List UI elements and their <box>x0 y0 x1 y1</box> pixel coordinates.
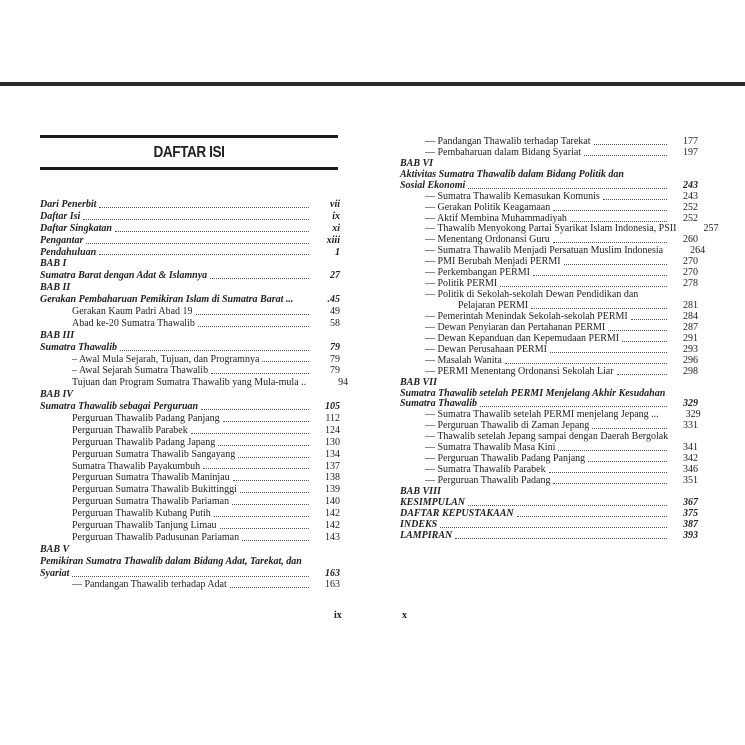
toc-entry-title: BAB V <box>40 543 70 555</box>
toc-entry-title: Perguruan Thawalib Tanjung Limau <box>72 520 217 532</box>
toc-entry <box>40 330 340 342</box>
dot-leader <box>220 528 309 529</box>
toc-entry-title: BAB VII <box>400 376 437 388</box>
toc-entry <box>400 192 698 203</box>
toc-entry-page: 291 <box>683 332 698 344</box>
toc-entry <box>40 211 340 223</box>
toc-entry-page: 105 <box>325 401 340 413</box>
dot-leader <box>608 330 667 331</box>
dot-leader <box>631 319 667 320</box>
dot-leader <box>622 341 667 342</box>
dot-leader <box>230 587 309 588</box>
toc-entry-title: Perguruan Sumatra Thawalib Sangayang <box>72 448 236 460</box>
dot-leader <box>198 326 309 327</box>
toc-entry-title: — Pandangan Thawalib terhadap Adat <box>72 579 227 591</box>
toc-entry-title: Aktivitas Sumatra Thawalib dalam Bidang Politik dan <box>400 168 624 180</box>
page-number-right: x <box>402 610 407 621</box>
toc-entry-title: — Dewan Penyiaran dan Pertahanan PERMI <box>425 321 606 333</box>
toc-entry-page: 252 <box>683 201 698 213</box>
toc-entry-page: 94 <box>338 377 349 389</box>
toc-entry-page: xiii <box>326 234 340 246</box>
dot-leader <box>553 210 667 211</box>
toc-entry <box>40 401 340 413</box>
toc-entry-title: — Menentang Ordonansi Guru <box>425 234 550 246</box>
toc-entry <box>400 378 698 389</box>
toc-entry-page: 79 <box>330 353 340 365</box>
toc-entry-title: Sumatra Thawalib <box>40 341 117 353</box>
toc-entry-page: 351 <box>683 475 698 487</box>
toc-entry-page: 281 <box>683 300 698 312</box>
dot-leader <box>505 363 667 364</box>
toc-entry-page: 260 <box>683 234 698 246</box>
toc-entry-title: — Pembaharuan dalam Bidang Syariat <box>425 146 582 158</box>
toc-entry-page: 134 <box>325 448 340 460</box>
toc-entry-page: 124 <box>325 424 340 436</box>
toc-entry-title: — Sumatra Thawalib Kemasukan Komunis <box>425 190 600 202</box>
toc-entry <box>40 544 340 556</box>
dot-leader <box>553 242 667 243</box>
toc-entry-page: 163 <box>325 567 340 579</box>
dot-leader <box>564 264 667 265</box>
toc-entry-page: 142 <box>325 508 340 520</box>
dot-leader <box>480 406 667 407</box>
toc-entry <box>400 509 698 520</box>
toc-entry-title: — Politik PERMI <box>425 278 498 290</box>
toc-entry-title: — Aktif Membina Muhammadiyah <box>425 212 567 224</box>
toc-entry-title: Sumatra Thawalib Payakumbuh <box>72 460 201 472</box>
toc-entry-page: 142 <box>325 520 340 532</box>
dot-leader <box>72 576 309 577</box>
toc-entry-page: 1 <box>335 246 340 258</box>
toc-entry-title: Gerakan Kaum Padri Abad 19 <box>72 306 193 317</box>
toc-entry-page: 79 <box>330 365 340 377</box>
dot-leader <box>549 472 667 473</box>
toc-entry-page: ix <box>332 210 340 222</box>
toc-entry-page: vii <box>330 198 340 210</box>
toc-entry-title: Perguruan Sumatra Thawalib Bukittinggi <box>72 484 237 496</box>
toc-entry-page: 252 <box>683 212 698 224</box>
toc-entry-title: BAB II <box>40 282 71 294</box>
toc-entry-title: Sumatra Thawalib <box>400 398 477 410</box>
toc-entry-title: Sumatra Thawalib sebagai Perguruan <box>40 401 199 413</box>
dot-leader <box>232 504 309 505</box>
toc-entry-title: – Awal Sejarah Sumatra Thawalib <box>72 365 209 377</box>
toc-entry-title: — Pemerintah Menindak Sekolah-sekolah PERMI <box>425 310 628 322</box>
toc-entry <box>40 306 340 318</box>
toc-entry-title: Perguruan Thawalib Padusunan Pariaman <box>72 531 240 543</box>
page-number-left: ix <box>334 610 342 621</box>
toc-entry-title: Pemikiran Sumatra Thawalib dalam Bidang Adat, Tarekat, dan <box>40 555 302 567</box>
toc-entry-page: 387 <box>683 518 698 530</box>
dot-leader <box>468 188 667 189</box>
toc-entry-page: 270 <box>683 256 698 268</box>
dot-leader <box>455 538 667 539</box>
dot-leader <box>517 516 667 517</box>
toc-entry-page: 298 <box>683 365 698 377</box>
toc-entry-page: 140 <box>325 496 340 508</box>
toc-entry-page: 143 <box>325 531 340 543</box>
toc-entry <box>40 520 340 532</box>
dot-leader <box>558 450 667 451</box>
toc-entry <box>40 258 340 270</box>
toc-entry-page: 342 <box>683 453 698 465</box>
dot-leader <box>240 492 309 493</box>
toc-entry-title: — Thawalib Menyokong Partai Syarikat Islam Indonesia, PSII <box>425 223 677 235</box>
toc-entry-page: 163 <box>325 579 340 591</box>
dot-leader <box>584 155 667 156</box>
toc-entry-page: 293 <box>683 343 698 355</box>
dot-leader <box>210 278 309 279</box>
dot-leader <box>500 286 667 287</box>
toc-entry-title: — Politik di Sekolah-sekolah Dewan Pendidikan dan <box>425 289 639 301</box>
toc-entry-title: – Awal Mula Sejarah, Tujuan, dan Programnya <box>72 353 260 365</box>
toc-entry <box>400 367 698 378</box>
title-rule-bottom <box>40 167 338 170</box>
toc-entry-page: 138 <box>325 472 340 484</box>
dot-leader <box>196 314 309 315</box>
toc-entry-page: 257 <box>703 223 719 235</box>
dot-leader <box>233 480 309 481</box>
dot-leader <box>592 428 667 429</box>
toc-entry <box>40 377 349 389</box>
toc-entry-page: 79 <box>330 341 340 353</box>
toc-entry-title: — Pandangan Thawalib terhadap Tarekat <box>425 135 591 147</box>
dot-leader <box>603 199 667 200</box>
toc-entry-title: Pendahuluan <box>40 246 97 258</box>
toc-entry-page: 243 <box>683 190 698 202</box>
toc-entry-title: Daftar Singkatan <box>40 222 112 234</box>
dot-leader <box>238 457 309 458</box>
toc-entry <box>40 472 340 484</box>
dot-leader <box>223 421 309 422</box>
toc-entry <box>40 223 340 235</box>
dot-leader <box>115 231 309 232</box>
toc-entry-title: — Perguruan Thawalib Padang <box>425 475 551 487</box>
toc-entry <box>40 484 340 496</box>
toc-entry <box>40 342 340 354</box>
toc-entry <box>400 290 698 301</box>
toc-entry-title: Syariat <box>40 567 70 579</box>
dot-leader <box>550 352 667 353</box>
toc-entry-title: INDEKS <box>400 518 438 530</box>
toc-entry <box>40 580 340 592</box>
toc-entry-title: — Sumatra Thawalib setelah PERMI menjelang Jepang ... <box>425 409 659 421</box>
toc-entry-title: — Dewan Perusahaan PERMI <box>425 343 547 355</box>
toc-entry-title: Daftar Isi <box>40 210 81 222</box>
dot-leader <box>211 373 309 374</box>
toc-entry-title: DAFTAR KEPUSTAKAAN <box>400 507 514 519</box>
toc-entry-title: Abad ke-20 Sumatra Thawalib <box>72 317 195 329</box>
dot-leader <box>553 483 667 484</box>
toc-entry-title: — Sumatra Thawalib Menjadi Persatuan Muslim Indonesia <box>425 245 664 257</box>
toc-left-column <box>40 198 349 591</box>
toc-entry <box>40 568 340 580</box>
page-title: DAFTAR ISI <box>153 144 225 161</box>
toc-entry <box>40 461 340 473</box>
toc-entry <box>40 235 340 247</box>
toc-entry-title: BAB I <box>40 258 67 270</box>
toc-entry-title: — PMI Berubah Menjadi PERMI <box>425 256 561 268</box>
toc-entry <box>40 199 340 211</box>
toc-entry-title: — Dewan Kepanduan dan Kepemudaan PERMI <box>425 332 620 344</box>
toc-entry-title: Perguruan Thawalib Padang Japang <box>72 436 216 448</box>
toc-entry <box>400 203 698 214</box>
toc-entry-page: 58 <box>330 317 340 329</box>
toc-entry-title: Gerakan Pembaharuan Pemikiran Islam di Sumatra Barat ... <box>40 294 294 306</box>
toc-entry-page: 375 <box>683 507 698 519</box>
toc-entry-title: Pengantar <box>40 234 84 246</box>
toc-entry <box>40 437 340 449</box>
toc-entry <box>40 365 340 377</box>
toc-entry-page: 27 <box>330 270 340 282</box>
toc-entry <box>40 247 340 259</box>
dot-leader <box>531 308 667 309</box>
toc-entry-page: 278 <box>683 278 698 290</box>
toc-entry-page: 243 <box>683 179 698 191</box>
toc-entry-page: 264 <box>690 245 706 257</box>
toc-entry-title: Sumatra Barat dengan Adat & Islamnya <box>40 270 208 282</box>
toc-entry-page: 139 <box>325 484 340 496</box>
toc-entry-title: — Perguruan Thawalib di Zaman Jepang <box>425 420 590 432</box>
toc-entry-page: 296 <box>683 354 698 366</box>
toc-entry <box>400 148 698 159</box>
toc-entry-page: 329 <box>685 409 701 421</box>
toc-entry <box>40 556 340 568</box>
toc-entry-title: — Masalah Wanita <box>425 354 502 366</box>
toc-entry-title: Sosial Ekonomi <box>400 179 466 191</box>
toc-entry-page: 329 <box>683 398 698 410</box>
toc-entry-page: 331 <box>683 420 698 432</box>
toc-entry-title: — Perkembangan PERMI <box>425 267 530 279</box>
dot-leader <box>242 540 309 541</box>
title-rule-top <box>40 135 338 138</box>
dot-leader <box>468 505 667 506</box>
toc-entry-title: Perguruan Sumatra Thawalib Pariaman <box>72 496 230 508</box>
dot-leader <box>617 374 667 375</box>
dot-leader <box>201 409 309 410</box>
toc-entry-page: 367 <box>683 496 698 508</box>
toc-entry-page: 346 <box>683 464 698 476</box>
toc-entry-title: — Gerakan Politik Keagamaan <box>425 201 551 213</box>
toc-entry <box>40 425 340 437</box>
dot-leader <box>86 243 309 244</box>
toc-entry-page: 284 <box>683 310 698 322</box>
toc-entry-page: xi <box>332 222 340 234</box>
toc-entry-title: Perguruan Sumatra Thawalib Maninjau <box>72 472 230 484</box>
toc-entry-title: Tujuan dan Program Sumatra Thawalib yang Mula-mula .. <box>72 377 307 389</box>
dot-leader <box>191 433 309 434</box>
toc-entry-title: BAB VI <box>400 157 434 169</box>
toc-entry-title: BAB III <box>40 329 75 341</box>
dot-leader <box>218 445 309 446</box>
dot-leader <box>120 350 309 351</box>
scan-top-border <box>0 82 745 86</box>
toc-entry <box>40 282 340 294</box>
dot-leader <box>203 468 309 469</box>
toc-entry <box>400 531 698 542</box>
toc-entry <box>40 270 340 282</box>
toc-entry-title: KESIMPULAN <box>400 496 466 508</box>
toc-entry-page: 137 <box>325 460 340 472</box>
dot-leader <box>594 144 667 145</box>
toc-entry-title: BAB IV <box>40 389 74 401</box>
dot-leader <box>588 461 667 462</box>
toc-entry <box>40 449 340 461</box>
toc-entry-page: 287 <box>683 321 698 333</box>
toc-entry <box>40 354 340 366</box>
toc-entry-page: 49 <box>330 306 340 317</box>
toc-entry <box>40 413 340 425</box>
dot-leader <box>440 527 667 528</box>
toc-entry-page: 270 <box>683 267 698 279</box>
toc-entry-page: 341 <box>683 442 698 454</box>
toc-entry <box>40 508 340 520</box>
toc-entry-page: 112 <box>325 413 340 425</box>
toc-entry <box>40 318 340 330</box>
toc-entry-title: — Sumatra Thawalib Masa Kini <box>425 442 556 454</box>
dot-leader <box>570 221 667 222</box>
dot-leader <box>262 361 309 362</box>
dot-leader <box>83 219 309 220</box>
toc-entry-title: — Perguruan Thawalib Padang Panjang <box>425 453 586 465</box>
dot-leader <box>99 254 309 255</box>
toc-right-column <box>400 135 719 542</box>
toc-entry-page: .45 <box>327 294 340 306</box>
toc-entry-title: Perguruan Thawalib Parabek <box>72 424 188 436</box>
toc-entry-title: Sumatra Thawalib setelah PERMI Menjelang Akhir Kesudahan <box>400 387 666 399</box>
toc-entry-page: 177 <box>683 135 698 147</box>
dot-leader <box>99 207 309 208</box>
toc-entry-page: 197 <box>683 146 698 158</box>
toc-entry <box>40 389 340 401</box>
toc-entry-title: — Thawalib setelah Jepang sampai dengan Daerah Bergolak <box>425 431 669 443</box>
dot-leader <box>214 516 309 517</box>
toc-entry <box>400 476 698 487</box>
toc-entry-title: Perguruan Thawalib Kubang Putih <box>72 508 211 520</box>
toc-entry <box>40 496 340 508</box>
toc-entry-title: Pelajaran PERMI <box>458 300 529 312</box>
toc-entry-title: LAMPIRAN <box>400 529 453 541</box>
toc-entry-title: — PERMI Menentang Ordonansi Sekolah Liar <box>425 365 614 377</box>
toc-entry-title: Perguruan Thawalib Padang Panjang <box>72 413 220 425</box>
toc-entry-page: 130 <box>325 436 340 448</box>
toc-entry <box>40 532 340 544</box>
toc-entry-page: 393 <box>683 529 698 541</box>
toc-entry-title: — Sumatra Thawalib Parabek <box>425 464 546 476</box>
dot-leader <box>533 275 667 276</box>
toc-entry-title: BAB VIII <box>400 485 441 497</box>
toc-entry <box>40 294 340 306</box>
toc-entry-title: Dari Penerbit <box>40 198 97 210</box>
